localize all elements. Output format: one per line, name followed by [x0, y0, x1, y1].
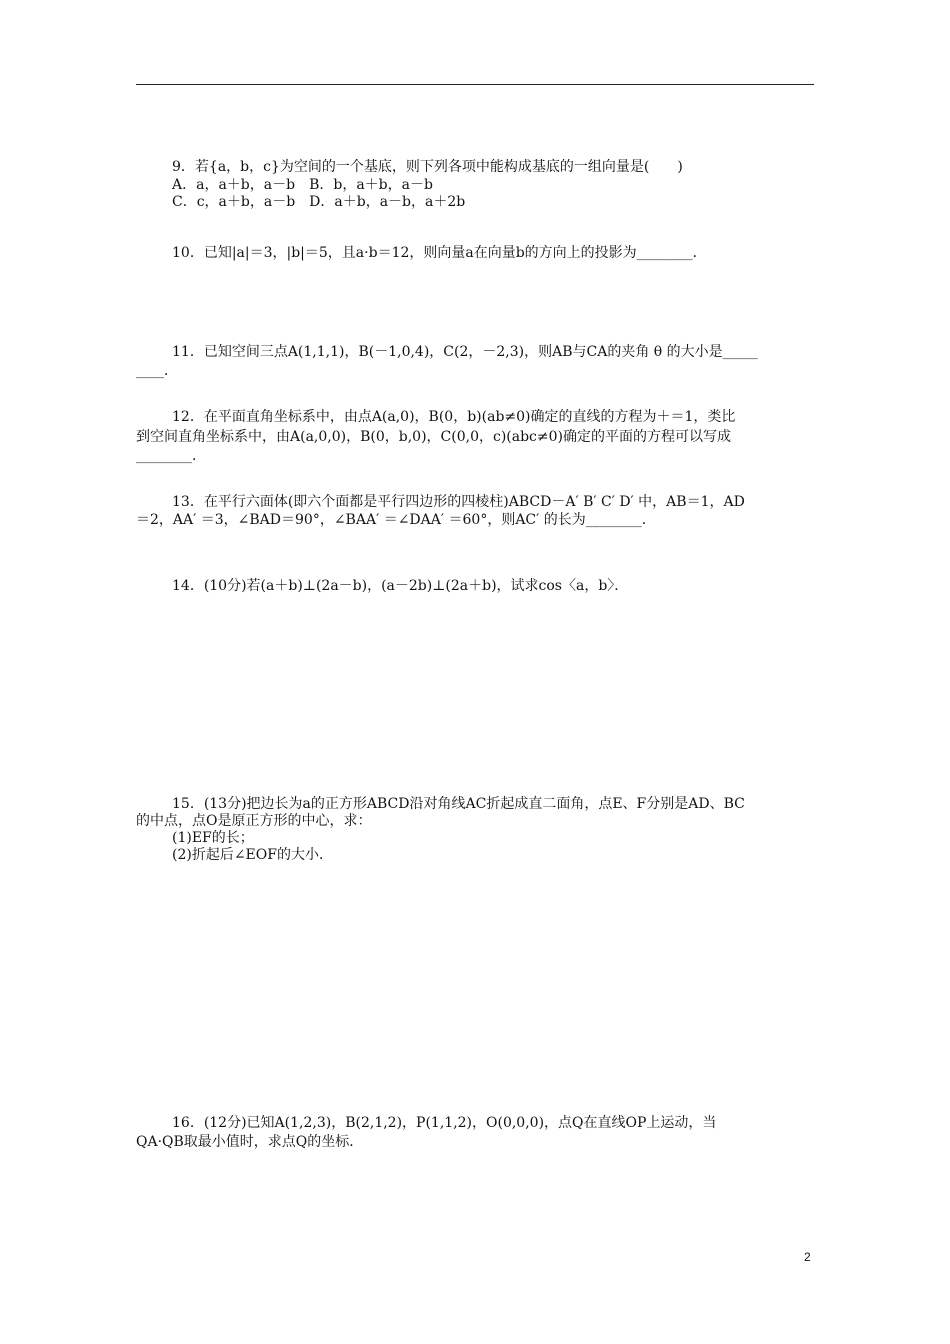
question-11-line-2: ____．: [136, 363, 178, 379]
question-12-line-2: 到空间直角坐标系中，由A(a,0,0)，B(0，b,0)，C(0,0，c)(abc≠0)确定的平面的方程可以写成: [136, 429, 731, 445]
question-12-line-3: ________．: [136, 448, 206, 464]
question-9-options-ab: A．a，a＋b，a－b B．b，a＋b，a－b: [172, 177, 433, 193]
question-9-options-cd: C．c，a＋b，a－b D．a＋b，a－b，a＋2b: [172, 194, 466, 210]
question-15-part-1: (1)EF的长；: [172, 830, 254, 846]
question-15-line-1: 15．(13分)把边长为a的正方形ABCD沿对角线AC折起成直二面角，点E、F分别是AD、BC: [172, 796, 745, 812]
question-15-line-2: 的中点，点O是原正方形的中心，求：: [136, 813, 372, 829]
question-14-stem: 14．(10分)若(a＋b)⊥(2a－b)，(a－2b)⊥(2a＋b)，试求cos〈a，b〉．: [172, 578, 629, 594]
question-13-line-2: ＝2，AA′ ＝3，∠BAD＝90°，∠BAA′ ＝∠DAA′ ＝60°，则AC′ 的长为________．: [136, 512, 656, 528]
question-11-line-1: 11．已知空间三点A(1,1,1)，B(－1,0,4)，C(2，－2,3)，则AB与CA的夹角 θ 的大小是_____: [172, 344, 758, 360]
question-9-stem: 9．若{a，b，c}为空间的一个基底，则下列各项中能构成基底的一组向量是( ): [172, 159, 683, 175]
header-rule: [136, 84, 814, 85]
page-number: 2: [804, 1250, 811, 1264]
question-10-stem: 10．已知|a|＝3，|b|＝5，且a·b＝12，则向量a在向量b的方向上的投影为________．: [172, 245, 707, 261]
question-16-line-2: QA·QB取最小值时，求点Q的坐标．: [136, 1134, 364, 1150]
question-16-line-1: 16．(12分)已知A(1,2,3)，B(2,1,2)，P(1,1,2)，O(0,0,0)，点Q在直线OP上运动，当: [172, 1115, 717, 1131]
question-15-part-2: (2)折起后∠EOF的大小．: [172, 847, 333, 863]
question-12-line-1: 12．在平面直角坐标系中，由点A(a,0)，B(0，b)(ab≠0)确定的直线的方程为＋＝1，类比: [172, 409, 736, 425]
question-13-line-1: 13．在平行六面体(即六个面都是平行四边形的四棱柱)ABCD－A′ B′ C′ D′ 中，AB＝1，AD: [172, 494, 745, 510]
